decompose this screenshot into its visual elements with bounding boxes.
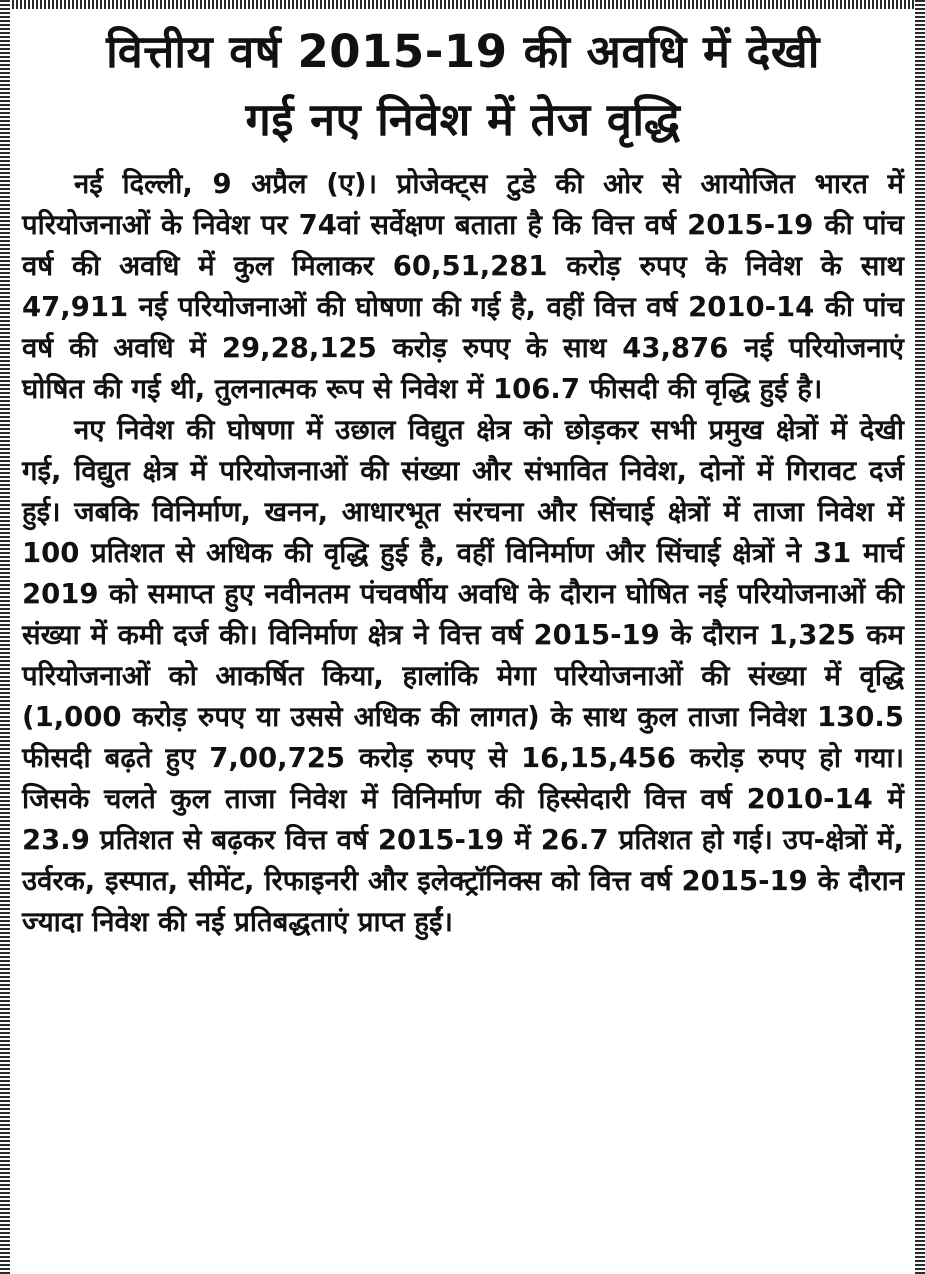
article-paragraph-1: नई दिल्ली, 9 अप्रैल (ए)। प्रोजेक्ट्स टुडे की ओर से आयोजित भारत में परियोजनाओं के निवेश पर 74वां सर्वेक्षण बताता है कि वित्त वर्ष 2015-19 की पांच वर्ष की अवधि में कुल मिलाकर 60,51,281 करोड़ रुपए के निवेश के साथ 47,911 नई परियोजनाओं की घोषणा की गई है, वहीं वित्त वर्ष 2010-14 की पांच वर्ष की अवधि में 29,28,125 करोड़ रुपए के साथ 43,876 नई परियोजनाएं घोषित की गई थी, तुलनात्मक रूप से निवेश में 106.7 फीसदी की वृद्धि हुई है।	[22, 168, 904, 405]
clipping-border-top	[0, 0, 925, 9]
clipping-border-right	[915, 0, 925, 1274]
news-article	[22, 18, 904, 943]
headline-line-1: वित्तीय वर्ष 2015-19 की अवधि में देखी	[106, 25, 820, 78]
headline-line-2: गई नए निवेश में तेज वृद्धि	[245, 93, 681, 146]
clipping-border-left	[0, 0, 10, 1274]
article-paragraph-2: नए निवेश की घोषणा में उछाल विद्युत क्षेत्र को छोड़कर सभी प्रमुख क्षेत्रों में देखी गई, विद्युत क्षेत्र में परियोजनाओं की संख्या और संभावित निवेश, दोनों में गिरावट दर्ज हुई। जबकि विनिर्माण, खनन, आधारभूत संरचना और सिंचाई क्षेत्रों में ताजा निवेश में 100 प्रतिशत से अधिक की वृद्धि हुई है, वहीं विनिर्माण और सिंचाई क्षेत्रों ने 31 मार्च 2019 को समाप्त हुए नवीनतम पंचवर्षीय अवधि के दौरान घोषित नई परियोजनाओं की संख्या में कमी दर्ज की। विनिर्माण क्षेत्र ने वित्त वर्ष 2015-19 के दौरान 1,325 कम परियोजनाओं को आकर्षित किया, हालांकि मेगा परियोजनाओं की संख्या में वृद्धि (1,000 करोड़ रुपए या उससे अधिक की लागत) के साथ कुल ताजा निवेश 130.5 फीसदी बढ़ते हुए 7,00,725 करोड़ रुपए से 16,15,456 करोड़ रुपए हो गया। जिसके चलते कुल ताजा निवेश में विनिर्माण की हिस्सेदारी वित्त वर्ष 2010-14 में 23.9 प्रतिशत से बढ़कर वित्त वर्ष 2015-19 में 26.7 प्रतिशत हो गई। उप-क्षेत्रों में, उर्वरक, इस्पात, सीमेंट, रिफाइनरी और इलेक्ट्रॉनिक्स को वित्त वर्ष 2015-19 के दौरान ज्यादा निवेश की नई प्रतिबद्धताएं प्राप्त हुईं।	[22, 414, 904, 938]
headline	[22, 18, 904, 154]
